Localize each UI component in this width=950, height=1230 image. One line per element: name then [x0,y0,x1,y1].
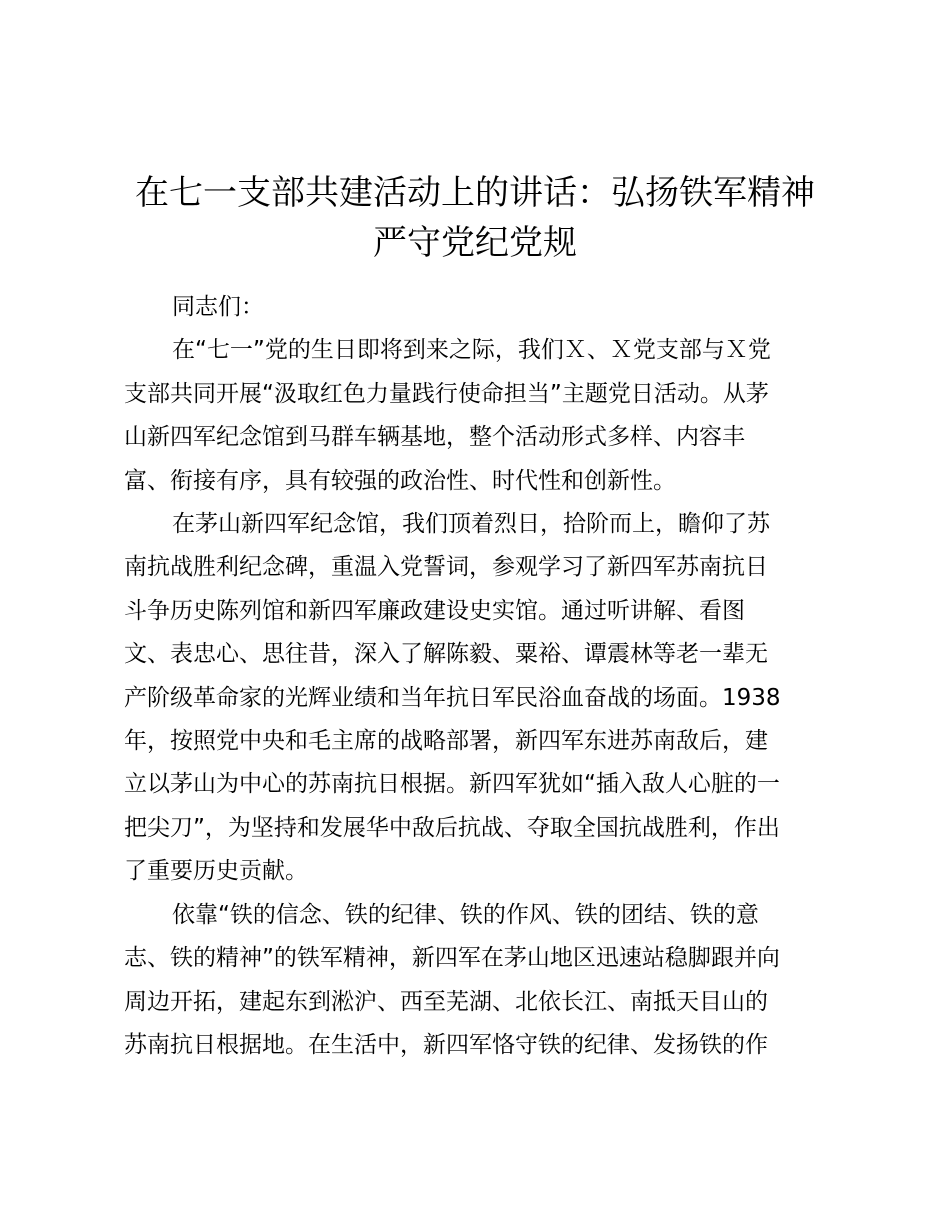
paragraph-line: 把尖刀”，为坚持和发展华中敌后抗战、夺取全国抗战胜利，作出 [124,814,780,841]
paragraph-line: 富、衔接有序，具有较强的政治性、时代性和创新性。 [124,467,676,494]
paragraph-line: 南抗战胜利纪念碑，重温入党誓词，参观学习了新四军苏南抗日 [124,554,768,581]
paragraph-line: 了重要历史贡献。 [124,858,308,885]
title-line: 严守党纪党规 [373,223,577,263]
paragraph-1 [124,329,834,503]
paragraph-line: 山新四军纪念馆到马群车辆基地，整个活动形式多样、内容丰 [124,424,745,451]
paragraph-line: 周边开拓，建起东到淞沪、西至芜湖、北依长江、南抵天目山的 [124,988,768,1015]
document-title [100,168,850,268]
paragraph-line: 年，按照党中央和毛主席的战略部署，新四军东进苏南敌后，建 [124,728,768,755]
paragraph-2 [124,503,834,894]
paragraph-line: 依靠“铁的信念、铁的纪律、铁的作风、铁的团结、铁的意 [172,901,759,928]
paragraph-line: 支部共同开展“汲取红色力量践行使命担当”主题党日活动。从茅 [124,380,769,407]
salutation [124,286,834,329]
title-line: 在七一支部共建活动上的讲话：弘扬铁军精神 [135,173,815,213]
document-body [124,286,834,1067]
paragraph-line: 在茅山新四军纪念馆，我们顶着烈日，拾阶而上，瞻仰了苏 [172,511,770,538]
paragraph-line: 志、铁的精神”的铁军精神，新四军在茅山地区迅速站稳脚跟并向 [124,945,780,972]
paragraph-line: 苏南抗日根据地。在生活中，新四军恪守铁的纪律、发扬铁的作 [124,1031,768,1058]
paragraph-line: 斗争历史陈列馆和新四军廉政建设史实馆。通过听讲解、看图 [124,597,745,624]
paragraph-line: 文、表忠心、思往昔，深入了解陈毅、粟裕、谭震林等老一辈无 [124,641,768,668]
paragraph-line: 立以茅山为中心的苏南抗日根据。新四军犹如“插入敌人心脏的一 [124,771,780,798]
paragraph-line: 在“七一”党的生日即将到来之际，我们Ｘ、Ｘ党支部与Ｘ党 [172,337,771,364]
paragraph-3 [124,894,834,1068]
salutation-text: 同志们： [172,294,264,320]
paragraph-line: 产阶级革命家的光辉业绩和当年抗日军民浴血奋战的场面。1938 [124,684,781,711]
